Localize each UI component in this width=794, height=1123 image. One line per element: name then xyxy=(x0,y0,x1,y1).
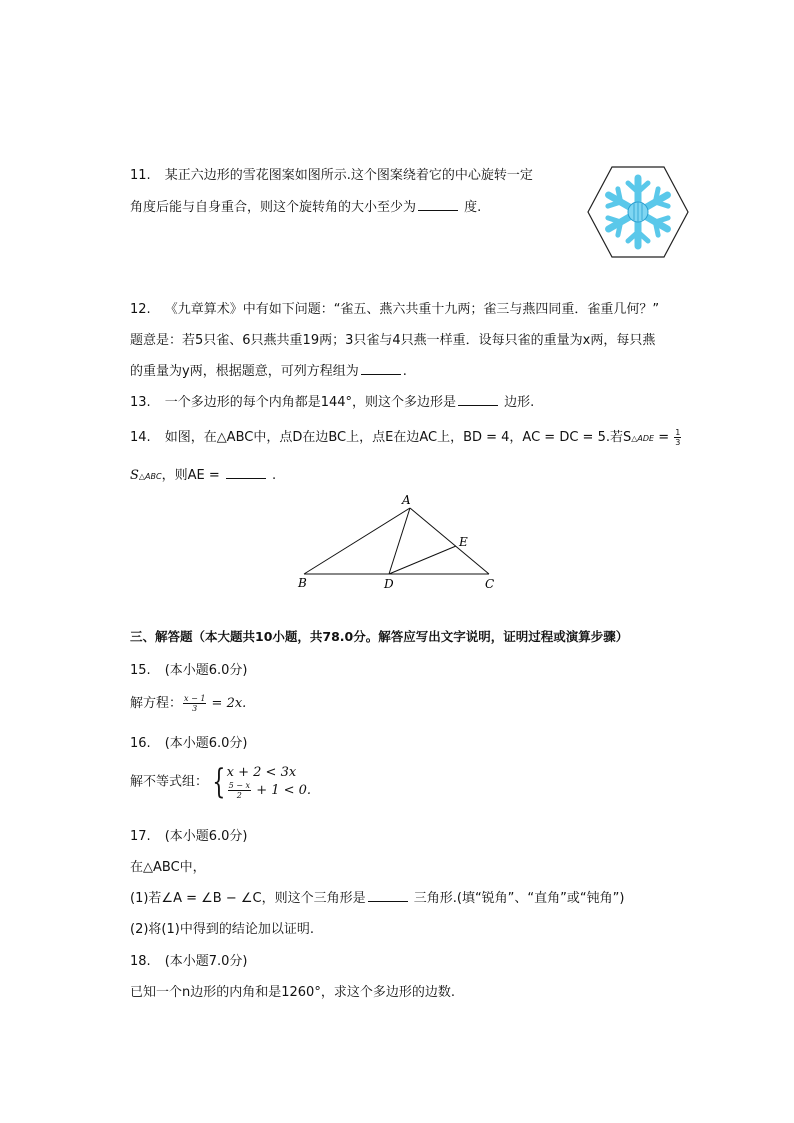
q17-part1 xyxy=(130,889,624,909)
q15-body xyxy=(130,694,246,714)
q14-equals: = xyxy=(658,430,670,445)
q15-equation-rest: = 2x. xyxy=(211,696,247,711)
q14-text-1: 如图，在△ABC中，点D在边BC上，点E在边AC上，BD = 4，AC = DC = 5.若S xyxy=(164,430,632,445)
q12-line2 xyxy=(130,331,655,351)
label-d: D xyxy=(384,577,394,591)
segment-ad xyxy=(389,508,410,574)
q16-number: 16. xyxy=(130,736,151,751)
q17-part2: (2)将(1)中得到的结论加以证明. xyxy=(130,922,314,937)
q15-header xyxy=(130,661,248,681)
q17-answer-blank xyxy=(368,889,408,902)
q12-answer-blank xyxy=(361,362,401,375)
segment-ab xyxy=(304,508,410,574)
q18-score: (本小题7.0分) xyxy=(164,954,248,969)
q14-line2 xyxy=(130,466,276,487)
q16-suffix: . xyxy=(306,783,312,798)
q17-score: (本小题6.0分) xyxy=(164,829,248,844)
q12-text-3: 的重量为y两，根据题意，可列方程组为 xyxy=(130,364,359,379)
q14-frac-denominator: 3 xyxy=(675,438,681,447)
q14-text-3: . xyxy=(272,468,277,483)
q16-inequality-2-row xyxy=(227,781,311,800)
q14-sub-ade: △ADE xyxy=(631,434,655,443)
q13-text-2: 边形. xyxy=(504,395,535,410)
triangle-figure xyxy=(290,488,510,592)
q18-number: 18. xyxy=(130,954,151,969)
q16-inequality-2-rest: + 1 < 0 xyxy=(256,783,307,798)
q16-score: (本小题6.0分) xyxy=(164,736,248,751)
q15-fraction xyxy=(183,694,206,713)
snowflake-hexagon-figure xyxy=(586,164,690,260)
q16-prefix: 解不等式组： xyxy=(130,774,209,790)
q14-fraction xyxy=(674,428,681,447)
label-c: C xyxy=(485,577,495,591)
q16-frac-denominator: 2 xyxy=(236,791,242,800)
q11-line1 xyxy=(130,166,533,186)
q13-number: 13. xyxy=(130,395,151,410)
q16-body xyxy=(130,764,311,800)
segment-de xyxy=(389,546,456,574)
q14-line1 xyxy=(130,428,682,449)
q18-header xyxy=(130,952,248,972)
q14-number: 14. xyxy=(130,430,151,445)
label-e: E xyxy=(459,535,468,549)
q15-score: (本小题6.0分) xyxy=(164,663,248,678)
label-b: B xyxy=(298,576,307,590)
segment-ac xyxy=(410,508,489,574)
q14-frac-numerator: 1 xyxy=(675,428,681,437)
q12-line1 xyxy=(130,300,659,320)
q16-frac-numerator: 5 − x xyxy=(228,781,251,790)
q17-number: 17. xyxy=(130,829,151,844)
q16-fraction xyxy=(228,781,251,800)
q11-answer-blank xyxy=(418,198,458,211)
q12-line3 xyxy=(130,362,407,382)
q16-system xyxy=(227,764,311,800)
q15-prefix: 解方程： xyxy=(130,696,183,711)
q13-line xyxy=(130,393,534,413)
q13-answer-blank xyxy=(458,393,498,406)
q17-line1: 在△ABC中， xyxy=(130,860,206,875)
q14-answer-blank xyxy=(226,466,266,479)
q16-inequality-1: x + 2 < 3x xyxy=(226,765,297,780)
q12-text-4: . xyxy=(402,364,407,379)
q18-text: 已知一个n边形的内角和是1260°，求这个多边形的边数. xyxy=(130,985,455,1000)
q17-header xyxy=(130,827,248,847)
q13-text-1: 一个多边形的每个内角都是144°，则这个多边形是 xyxy=(164,395,457,410)
q16-brace: { xyxy=(212,762,226,802)
q12-text-2: 题意是：若5只雀、6只燕共重19两；3只雀与4只燕一样重．设每只雀的重量为x两，每只燕 xyxy=(130,333,656,348)
q11-number: 11. xyxy=(130,168,151,183)
q12-text-1: 《九章算术》中有如下问题：“雀五、燕六共重十九两；雀三与燕四同重．雀重几何？” xyxy=(164,302,660,317)
q11-text-3: 度. xyxy=(464,200,482,215)
q15-number: 15. xyxy=(130,663,151,678)
q14-text-2: ，则AE = xyxy=(161,468,220,483)
label-a: A xyxy=(402,493,411,507)
q16-header xyxy=(130,734,248,754)
q11-line2 xyxy=(130,198,481,218)
q11-text-1: 某正六边形的雪花图案如图所示.这个图案绕着它的中心旋转一定 xyxy=(164,168,533,183)
q15-frac-numerator: x − 1 xyxy=(184,694,206,703)
q17-part1-text-2: 三角形.(填“锐角”、“直角”或“钝角”) xyxy=(413,891,625,906)
q11-text-2: 角度后能与自身重合，则这个旋转角的大小至少为 xyxy=(130,200,417,215)
q14-s-symbol: S xyxy=(130,468,139,483)
section3-heading: 三、解答题（本大题共10小题，共78.0分。解答应写出文字说明，证明过程或演算步骤） xyxy=(130,629,629,644)
q15-frac-denominator: 3 xyxy=(192,704,198,713)
q17-part1-text-1: (1)若∠A = ∠B − ∠C，则这个三角形是 xyxy=(130,891,366,906)
q14-sub-abc: △ABC xyxy=(138,472,162,481)
q12-number: 12. xyxy=(130,302,151,317)
